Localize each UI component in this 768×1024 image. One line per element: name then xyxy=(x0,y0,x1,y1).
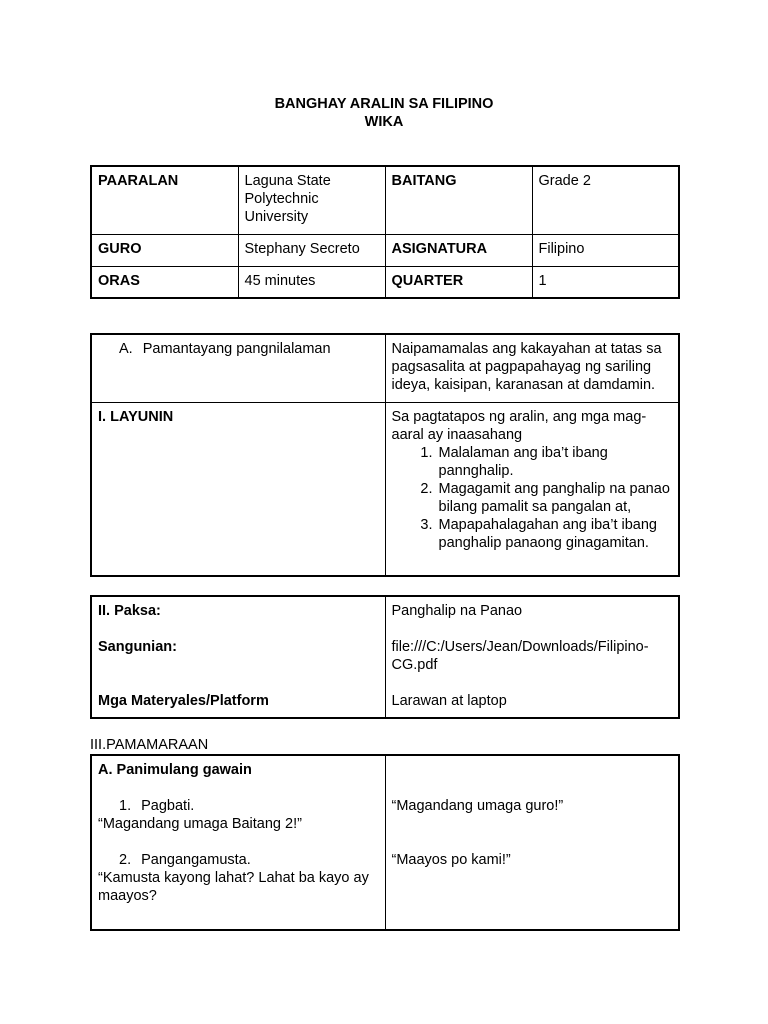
objectives-cell xyxy=(385,402,679,576)
teacher-column xyxy=(91,755,385,930)
student-line: “Magandang umaga guro!” xyxy=(391,798,564,814)
objectives-list xyxy=(392,444,673,552)
materials-label: Mga Materyales/Platform xyxy=(98,693,269,709)
topic-label: II. Paksa: xyxy=(98,603,161,619)
school-value: Laguna State Polytechnic University xyxy=(238,166,385,234)
document-subtitle: WIKA xyxy=(364,114,404,130)
standard-marker: A. xyxy=(119,341,133,357)
teacher-value: Stephany Secreto xyxy=(238,234,385,266)
topic-table xyxy=(90,595,680,719)
source-value: file:///C:/Users/Jean/Downloads/Filipino-CG.pdf xyxy=(391,639,649,673)
procedure-table xyxy=(90,754,680,931)
info-table xyxy=(90,165,680,299)
standard-label-cell xyxy=(91,334,385,402)
time-value: 45 minutes xyxy=(238,266,385,298)
objective-item: 3. Mapapahalagahan ang iba’t ibang panghalip panaong ginagamitan. xyxy=(437,516,673,552)
objective-item: 1. Malalaman ang iba’t ibang pannghalip. xyxy=(437,444,673,480)
step-number: 1. xyxy=(119,798,132,814)
teacher-line: “Kamusta kayong lahat? Lahat ba kayo ay maayos? xyxy=(98,870,369,904)
standard-value: Naipamamalas ang kakayahan at tatas sa pagsasalita at pagpapahayag ng sariling ideya, kaisipan, karanasan at damdamin. xyxy=(385,334,679,402)
step-name: Pangangamusta. xyxy=(141,852,251,868)
quarter-value: 1 xyxy=(532,266,679,298)
step-number: 2. xyxy=(119,852,132,868)
procedure-heading: A. Panimulang gawain xyxy=(98,762,252,778)
materials-value: Larawan at laptop xyxy=(391,693,507,709)
source-label: Sangunian: xyxy=(98,639,177,655)
objectives-label: I. LAYUNIN xyxy=(91,402,385,576)
subject-value: Filipino xyxy=(532,234,679,266)
step-title xyxy=(98,797,379,815)
grade-label: BAITANG xyxy=(385,166,532,234)
step-title xyxy=(98,851,379,869)
step-name: Pagbati. xyxy=(141,798,195,814)
objectives-table xyxy=(90,333,680,577)
student-line: “Maayos po kami!” xyxy=(391,852,511,868)
grade-value: Grade 2 xyxy=(532,166,679,234)
standard-label: Pamantayang pangnilalaman xyxy=(142,341,331,357)
teacher-line: “Magandang umaga Baitang 2!” xyxy=(98,816,302,832)
subject-label: ASIGNATURA xyxy=(385,234,532,266)
topic-value: Panghalip na Panao xyxy=(391,603,523,619)
teacher-label: GURO xyxy=(91,234,238,266)
objectives-intro: Sa pagtatapos ng aralin, ang mga mag-aaral ay inaasahang xyxy=(391,408,647,443)
procedure-section-title: III.PAMAMARAAN xyxy=(90,737,209,753)
objective-item: 2. Magagamit ang panghalip na panao bilang pamalit sa pangalan at, xyxy=(437,480,673,516)
time-label: ORAS xyxy=(91,266,238,298)
topic-labels-cell xyxy=(91,596,385,718)
topic-values-cell xyxy=(385,596,679,718)
quarter-label: QUARTER xyxy=(385,266,532,298)
school-label: PAARALAN xyxy=(91,166,238,234)
student-column xyxy=(385,755,679,930)
document-title: BANGHAY ARALIN SA FILIPINO xyxy=(274,96,494,112)
